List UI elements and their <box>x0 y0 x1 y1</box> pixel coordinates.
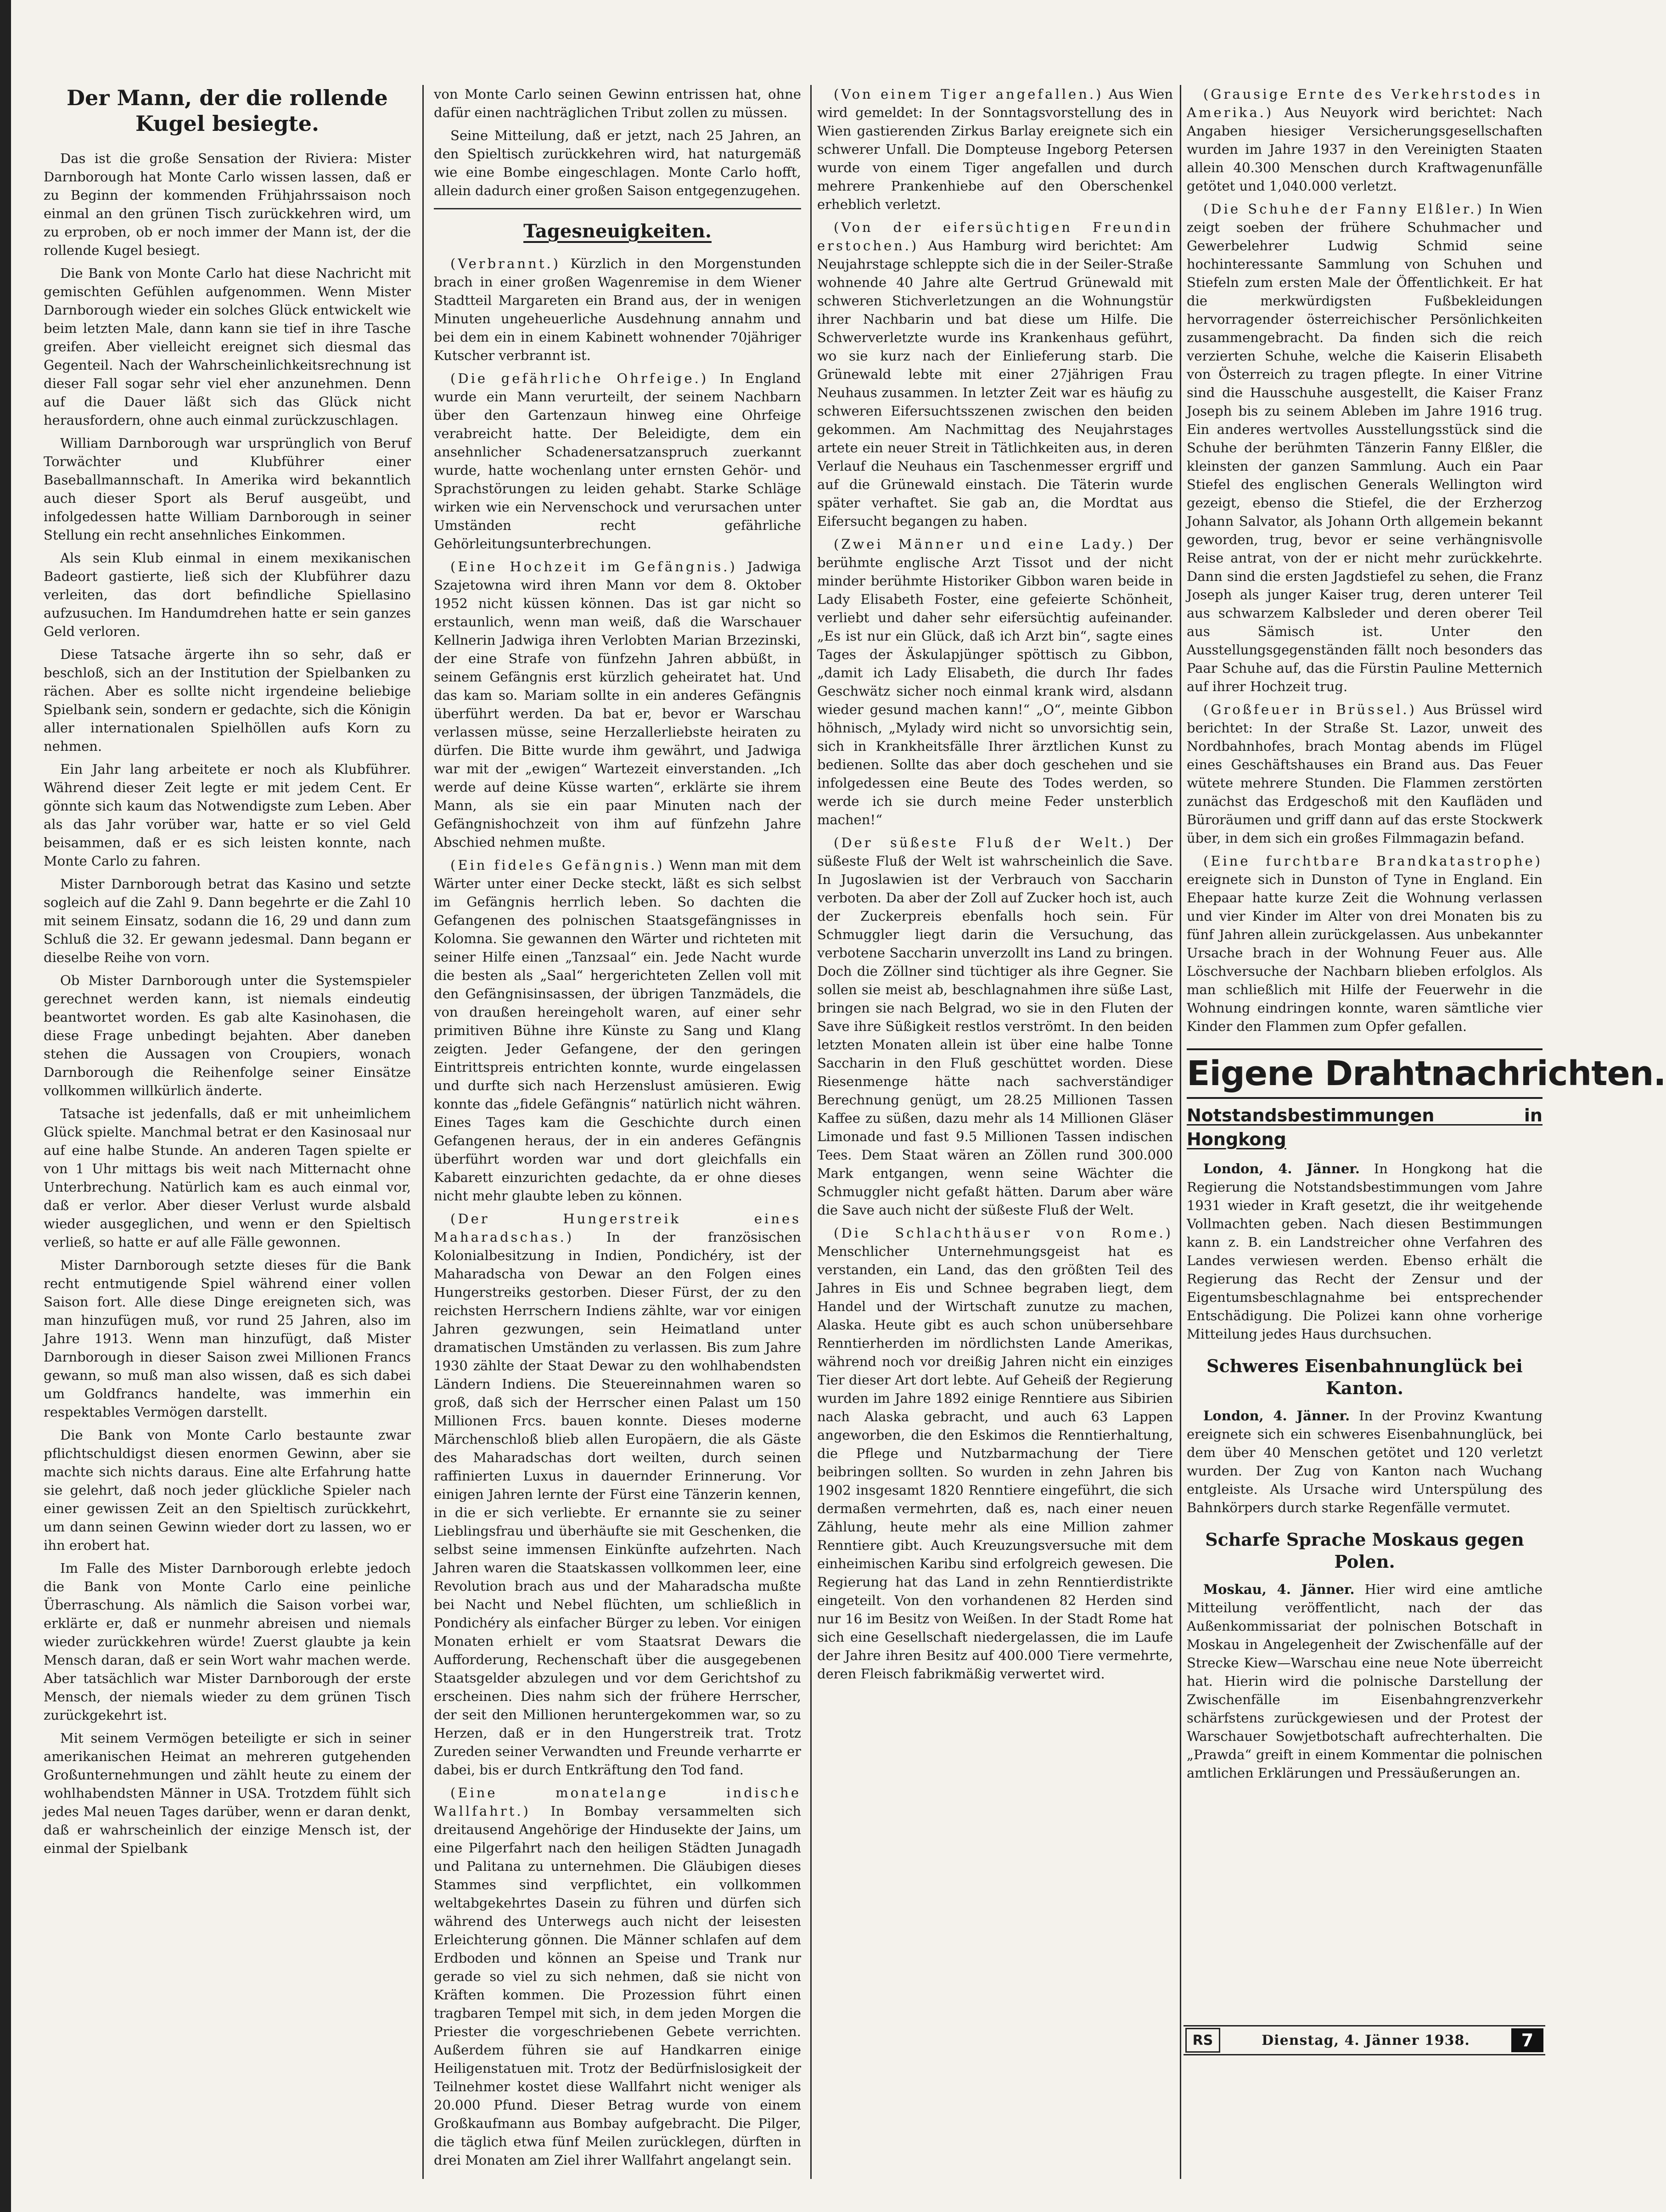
news-item <box>434 856 801 1205</box>
article-paragraph: Diese Tatsache ärgerte ihn so sehr, daß er beschloß, sich an der Institution der Spielbanken zu rächen. Aber es sollte nicht irgendeine beliebige Spielbank sein, sondern er gedachte, sich die Königin aller internationalen Spielhöllen aufs Korn zu nehmen. <box>44 647 411 754</box>
issue-date: Dienstag, 4. Jänner 1938. <box>1262 2032 1470 2049</box>
news-item-text: Wenn man mit dem Wärter unter einer Decke steckt, läßt es sich selbst im Gefängnis herrlich leben. So dachten die Gefangenen des polnischen Staatsgefängnisses in Kolomna. Sie gewannen den Wärter und richteten mit seiner Hilfe einen „Tanzsaal“ ein. Jede Nacht wurde die besten als „Saal“ hergerichteten Zellen voll mit den Gefängnisinsassen, der übrigen Tanzmädels, die von draußen hereingeholt waren, auf einer sehr primitiven Bühne ihre Künste zu Sang und Klang zeigten. Jeder Gefangene, der den geringen Eintrittspreis entrichten konnte, wurde eingelassen und durfte sich nach Herzenslust amüsieren. Ewig konnte das „fidele Gefängnis“ natürlich nicht währen. Eines Tages kam die Geschichte durch einen Gefangenen heraus, der in ein anderes Gefängnis überführt worden war und dort gleichfalls ein Kabarett einzurichten gedachte, da er ohne dieses nicht mehr glaubte leben zu können. <box>434 857 801 1204</box>
article-paragraph: Die Bank von Monte Carlo hat diese Nachricht mit gemischten Gefühlen aufgenommen. Wenn Mister Darnborough wieder ein solches Glück entwickelt wie beim letzten Male, dann kann sie tief in ihre Tasche greifen. Aber vielleicht ereignet sich diesmal das Gegenteil. Nach der Wahrscheinlichkeitsrechnung ist dieser Fall sogar sehr viel eher anzunehmen. Denn auf die Dauer läßt sich das Glück nicht herausfordern, ohne auch einmal zurückzuschlagen. <box>44 265 411 428</box>
news-item-title: (Grausige Ernte des Verkehrstodes in Amerika.) <box>1187 86 1543 120</box>
column-2 <box>434 85 801 2179</box>
news-item-text: Jadwiga Szajetowna wird ihren Mann vor dem 8. Oktober 1952 nicht küssen können. Das ist gar nicht so erstaunlich, wenn man weiß, daß die Warschauer Kellnerin Jadwiga ihren Verlobten Marian Brzezinski, der eine Strafe von fünfzehn Jahren abbüßt, in seinem Gefängnis erst kürzlich geheiratet hat. Und das kam so. Mariam sollte in ein anderes Gefängnis überführt werden. Da bat er, bevor er Warschau verlassen müsse, seine Herzallerliebste heiraten zu dürfen. Die Bitte wurde ihm gewährt, und Jadwiga war mit der „ewigen“ Wartezeit einverstanden. „Ich werde auf deine Küsse warten“, erklärte sie ihrem Mann, als sie ein paar Minuten nach der Gefängnishochzeit von ihm auf fünfzehn Jahre Abschied nehmen mußte. <box>434 559 801 850</box>
news-item-text: Aus Neuyork wird berichtet: Nach Angaben hiesiger Versicherungsgesellschaften wurden im Jahre 1937 in den Vereinigten Staaten allein 40.300 Menschen durch Kraftwagenunfälle getötet und 1,040.000 verletzt. <box>1187 105 1543 194</box>
news-item <box>817 1224 1173 1683</box>
news-item <box>1187 200 1543 696</box>
column-3 <box>817 85 1173 2179</box>
news-item-text: Der süßeste Fluß der Welt ist wahrscheinlich die Save. In Jugoslawien ist der Verbrauch von Saccharin verboten. Da aber der Zoll auf Zucker hoch ist, auch der Zuckerpreis ebenfalls hoch sein. Für Schmuggler liegt darin die Versuchung, das verbotene Saccharin unverzollt ins Land zu bringen. Doch die Zöllner sind tüchtiger als ihre Gegner. Sie sollen sie meist ab, beschlagnahmen ihre süße Last, bringen sie nach Belgrad, wo sie in den Fluten der Save ihre Süßigkeit restlos verströmt. In den beiden letzten Monaten allein ist über eine halbe Tonne Saccharin in den Fluß geschüttet worden. Diese Riesenmenge hätte nach sachverständiger Berechnung genügt, um 28.25 Millionen Tassen Kaffee zu süßen, dazu mehr als 14 Millionen Gläser Limonade und fast 9.5 Millionen Tassen indischen Tees. Dem Staat wären an Zöllen rund 300.000 Mark entgangen, wenn seine Wächter die Schmuggler nicht gefaßt hätten. Darum aber wäre die Save auch nicht der süßeste Fluß der Welt. <box>817 835 1173 1218</box>
column-rule <box>1180 85 1181 2179</box>
article-divider <box>434 208 801 209</box>
news-item-title: (Die gefährliche Ohrfeige.) <box>450 371 709 386</box>
news-item-text: Aus Brüssel wird berichtet: In der Straße St. Lazor, unweit des Nordbahnhofes, brach Montag abends im Flügel eines Geschäftshauses ein Brand aus. Das Feuer wütete mehrere Stunden. Die Flammen zerstörten zunächst das Erdgeschoß mit den Kaufläden und Büroräumen und griff dann auf das erste Stockwerk über, in dem sich ein großes Filmmagazin befand. <box>1187 702 1543 846</box>
article-paragraph: Ob Mister Darnborough unter die Systemspieler gerechnet werden kann, ist niemals eindeutig beantwortet worden. Es gab alte Kasinohasen, die diese Frage unbedingt bejahten. Aber daneben stehen die Aussagen von Croupiers, wonach Darnborough die Reihenfolge seiner Einsätze vollkommen willkürlich änderte. <box>44 973 411 1098</box>
news-item-title: (Der süßeste Fluß der Welt.) <box>834 835 1133 850</box>
article-paragraph: Mister Darnborough setzte dieses für die Bank recht entmutigende Spiel während einer vollen Saison fort. Alle diese Dinge ereigneten sich, was man hinzufügen muß, vor rund 25 Jahren, also im Jahre 1913. Wenn man hinzufügt, daß Mister Darnborough in dieser Saison zwei Millionen Francs gewann, so muß man also wissen, daß es sich dabei um Goldfrancs handelte, was immerhin ein respektables Vermögen darstellt. <box>44 1257 411 1420</box>
news-item <box>434 254 801 365</box>
news-item-title: (Der Hungerstreik eines Maharadschas.) <box>434 1211 801 1245</box>
news-item-title: (Eine Hochzeit im Gefängnis.) <box>450 559 737 574</box>
news-item <box>817 218 1173 530</box>
news-item <box>1187 85 1543 195</box>
column-1 <box>44 85 411 2179</box>
news-item-text: Kürzlich in den Morgenstunden brach in einer großen Wagenremise in dem Wiener Stadtteil Margareten ein Brand aus, der in wenigen Minuten ungeheuerliche Ausdehnung annahm und bei dem ein in einem Kabinett wohnender 70jähriger Kutscher verbrannt ist. <box>434 256 801 363</box>
wire-dateline: London, 4. Jänner. <box>1203 1161 1360 1176</box>
news-item <box>434 1210 801 1779</box>
wire-story-headline: Schweres Eisenbahnunglück bei Kanton. <box>1206 1356 1523 1398</box>
news-item-title: (Großfeuer in Brüssel.) <box>1203 702 1417 717</box>
article-paragraph: Seine Mitteilung, daß er jetzt, nach 25 Jahren, an den Spieltisch zurückkehren wird, hat naturgemäß wie eine Bombe eingeschlagen. Monte Carlo hofft, allein dadurch einer großen Saison entgegenzugehen. <box>434 128 801 198</box>
newspaper-logo: RS <box>1185 2028 1220 2053</box>
news-item-text: Aus Wien wird gemeldet: In der Sonntagsvorstellung des in Wien gastierenden Zirkus Barlay ereignete sich ein schwerer Unfall. Die Dompteuse Ingeborg Petersen wurde von einem Tiger angefallen und durch mehrere Prankenhiebe auf den Oberschenkel erheblich verletzt. <box>817 86 1173 212</box>
wire-story-headline: Notstandsbestimmungen in Hongkong <box>1187 1105 1543 1149</box>
article-title: Der Mann, der die rollende Kugel besiegte. <box>67 85 388 136</box>
article-paragraph: von Monte Carlo seinen Gewinn entrissen hat, ohne dafür einen nachträglichen Tribut zollen zu müssen. <box>434 86 801 120</box>
section-heading: Tagesneuigkeiten. <box>523 220 712 242</box>
news-item-text: Der berühmte englische Arzt Tissot und der nicht minder berühmte Historiker Gibbon waren beide in Lady Elisabeth Foster, eine gefeierte Schönheit, verliebt und daher sehr eifersüchtig aufeinander. „Es ist nur ein Glück, daß ich Arzt bin“, sagte eines Tages der Äskulapjünger spöttisch zu Gibbon, „damit ich Lady Elisabeth, die durch Ihr fades Geschwätz sicher noch einmal krank wird, alsdann wieder gesund machen kann!“ „O“, meinte Gibbon höhnisch, „Mylady wird nicht so unvorsichtig sein, sich in Krankheitsfälle Ihrer ärztlichen Kunst zu bedienen. Sollte das aber doch geschehen und sie infolgedessen eine Beute des Todes werden, so werde ich sie durch meine Feder unsterblich machen!“ <box>817 536 1173 827</box>
page-footer <box>1184 2025 1545 2055</box>
news-item-text: Aus Hamburg wird berichtet: Am Neujahrstage schleppte sich die in der Seiler-Straße wohnende 40 Jahre alte Gertrud Grünewald mit schweren Stichverletzungen an die Wohnungstür ihrer Nachbarin und bat diese um Hilfe. Die Schwerverletzte wurde ins Krankenhaus geführt, wo sie kurz nach der Einlieferung starb. Die Grünewald lebte mit einer 27jährigen Frau Neuhaus zusammen. In letzter Zeit war es häufig zu schweren Eifersuchtsszenen zwischen den beiden gekommen. Am Nachmittag des Neujahrstages artete ein neuer Streit in Tätlichkeiten aus, in deren Verlauf die Neuhaus ein Taschenmesser ergriff und auf die Grünewald einstach. Die Täterin wurde später verhaftet. Sie gab an, die Mordtat aus Eifersucht begangen zu haben. <box>817 238 1173 529</box>
news-item <box>1187 700 1543 847</box>
wire-news-masthead: Eigene Drahtnachrichten. <box>1187 1048 1543 1099</box>
news-item <box>434 369 801 553</box>
news-item <box>817 85 1173 214</box>
news-item <box>817 535 1173 829</box>
article-paragraph: Als sein Klub einmal in einem mexikanischen Badeort gastierte, ließ sich der Klubführer dazu verleiten, das dort befindliche Spiellasino aufzusuchen. Im Handumdrehen hatte er sein ganzes Geld verloren. <box>44 550 411 639</box>
news-item-title: (Verbrannt.) <box>450 256 561 271</box>
news-item-text: Menschlicher Unternehmungsgeist hat es verstanden, ein Land, das den größten Teil des Jahres in Eis und Schnee begraben liegt, dem Handel und der Wirtschaft zunutze zu machen, Alaska. Heute gibt es auch schon unübersehbare Renntierherden im nördlichsten Lande Amerikas, während noch vor dreißig Jahren nicht ein einziges Tier dieser Art dort lebte. Auf Geheiß der Regierung wurden im Jahre 1892 einige Renntiere aus Sibirien nach Alaska gebracht, und auch 63 Lappen angeworben, die den Eskimos die Renntierhaltung, die Pflege und Nutzbarmachung der Tiere beibringen sollten. So wurden in zehn Jahren bis 1902 insgesamt 1820 Renntiere eingeführt, die sich dermaßen vermehrten, daß es, nach einer neuen Zählung, heute mehr als eine Million zahmer Renntiere gibt. Auch Kreuzungsversuche mit dem einheimischen Karibu sind erfolgreich gewesen. Die Regierung hat das Land in zehn Renntierdistrikte eingeteilt. Von den vorhandenen 82 Herden sind nur 16 im Besitz von Weißen. In der Stadt Rome hat sich eine Gesellschaft niedergelassen, die im Laufe der Jahre ihren Besitz auf 400.000 Tiere vermehrte, deren Fleisch fabrikmäßig verwertet wird. <box>817 1244 1173 1682</box>
news-item-title: (Von der eifersüchtigen Freundin erstochen.) <box>817 220 1173 253</box>
wire-dateline: Moskau, 4. Jänner. <box>1203 1582 1355 1597</box>
news-item <box>434 557 801 851</box>
wire-story-text: In der Provinz Kwantung ereignete sich ein schweres Eisenbahnunglück, bei dem über 40 Menschen getötet und 120 verletzt wurden. Der Zug von Kanton nach Wuchang entgleiste. Als Ursache wird Unterspülung des Bahnkörpers durch starke Regenfälle vermutet. <box>1187 1408 1543 1515</box>
news-item-title: (Die Schuhe der Fanny Elßler.) <box>1203 201 1484 217</box>
article-paragraph: Mister Darnborough betrat das Kasino und setzte sogleich auf die Zahl 9. Dann begehrte er die Zahl 10 mit seinem Einsatz, sodann die 16, 29 und dann zum Schluß die 32. Er gewann jedesmal. Dann begann er dieselbe Reihe von vorn. <box>44 876 411 965</box>
news-item-text: In Bombay versammelten sich dreitausend Angehörige der Hindusekte der Jains, um eine Pilgerfahrt nach den heiligen Städten Junagadh und Palitana zu unternehmen. Die Gläubigen dieses Stammes sind verpflichtet, ein vollkommen weltabgekehrtes Dasein zu führen und dürfen sich während des Unterwegs auch nicht der leisesten Erleichterung gönnen. Die Männer schlafen auf dem Erdboden und können an Speise und Trank nur gerade so viel zu sich nehmen, daß sie nicht von Kräften kommen. Die Prozession führt einen tragbaren Tempel mit sich, in dem jeden Morgen die Priester die vorgeschriebenen Gebete verrichten. Außerdem führen sie auf Handkarren einige Heiligenstatuen mit. Trotz der Bedürfnislosigkeit der Teilnehmer kostet diese Wallfahrt nicht weniger als 20.000 Pfund. Dieser Betrag wurde von einem Großkaufmann aus Bombay aufgebracht. Die Pilger, die täglich etwa fünf Meilen zurücklegen, dürften in drei Monaten am Ziel ihrer Wallfahrt angelangt sein. <box>434 1803 801 2168</box>
page-number: 7 <box>1511 2028 1543 2052</box>
news-item <box>817 833 1173 1219</box>
wire-story-text: Hier wird eine amtliche Mitteilung veröffentlicht, nach der das Außenkommissariat der polnischen Botschaft in Moskau in Angelegenheit der Zwischenfälle auf der Strecke Kiew—Warschau eine neue Note überreicht hat. Hierin wird die polnische Darstellung der Zwischenfälle im Eisenbahngrenzverkehr schärfstens zurückgewiesen und der Protest der Warschauer Sowjetbotschaft aufrechterhalten. Die „Prawda“ greift in einem Kommentar die polnischen amtlichen Erklärungen und Pressäußerungen an. <box>1187 1582 1543 1781</box>
news-item-text: In England wurde ein Mann verurteilt, der seinem Nachbarn über den Gartenzaun hinweg eine Ohrfeige verabreicht hatte. Der Beleidigte, dem ein ansehnlicher Schadenersatzanspruch zuerkannt wurde, hatte wochenlang unter ernsten Gehör- und Sprachstörungen zu leiden gehabt. Starke Schläge wirken wie ein Nervenschock und verursachen unter Umständen recht gefährliche Gehörleitungsunterbrechungen. <box>434 371 801 552</box>
wire-story-headline: Scharfe Sprache Moskaus gegen Polen. <box>1205 1529 1524 1572</box>
article-paragraph: Tatsache ist jedenfalls, daß er mit unheimlichem Glück spielte. Manchmal betrat er den Kasinosaal nur auf eine halbe Stunde. An anderen Tagen spielte er von 1 Uhr mittags bis weit nach Mitternacht ohne Unterbrechung. Natürlich kam es auch einmal vor, daß er verlor. Aber dieser Verlust wurde alsbald wieder ausgeglichen, und wenn er den Spieltisch verließ, so hatte er auf alle Fälle gewonnen. <box>44 1106 411 1250</box>
news-item-title: (Eine monatelange indische Wallfahrt.) <box>434 1785 801 1819</box>
news-item-text: In der französischen Kolonialbesitzung in Indien, Pondichéry, ist der Maharadscha von Dewar an den Folgen eines Hungerstreiks gestorben. Dieser Fürst, der zu den reichsten Herrschern Indiens zählte, war vor einigen Jahren gezwungen, sein Heimatland unter dramatischen Umständen zu verlassen. Bis zum Jahre 1930 zählte der Staat Dewar zu den wohlhabendsten Ländern Indiens. Die Steuereinnahmen waren so groß, daß sich der Herrscher einen Palast um 150 Millionen Frcs. bauen konnte. Dieses moderne Märchenschloß blieb allen Europäern, die als Gäste des Maharadschas dort weilten, durch seinen raffinierten Luxus in dauernder Erinnerung. Vor einigen Jahren lernte der Fürst eine Tänzerin kennen, in die er sich verliebte. Er ernannte sie zu seiner Lieblingsfrau und überhäufte sie mit Geschenken, die selbst seine immensen Einkünfte aufzehrten. Nach Jahren waren die Staatskassen vollkommen leer, eine Revolution brach aus und der Maharadscha mußte bei Nacht und Nebel flüchten, um schließlich in Pondichéry als einfacher Bürger zu leben. Vor einigen Monaten erhielt er vom Staatsrat Dewars die Aufforderung, Rechenschaft über die ausgegebenen Staatsgelder abzulegen und vor dem Gerichtshof zu erscheinen. Dies nahm sich der frühere Herrscher, der seit den Millionen heruntergekommen war, so zu Herzen, daß er in den Hungerstreik trat. Trotz Zureden seiner Verwandten und Freunde verharrte er dabei, bis er durch Entkräftung den Tod fand. <box>434 1229 801 1778</box>
page-binding-edge <box>0 0 11 2212</box>
article-paragraph: Mit seinem Vermögen beteiligte er sich in seiner amerikanischen Heimat an mehreren gutgehenden Großunternehmungen und zählt heute zu einem der wohlhabendsten Männer in USA. Trotzdem fühlt sich jedes Mal neuen Tages darüber, wenn er daran denkt, daß er wahrscheinlich der einzige Mensch ist, der einmal der Spielbank <box>44 1730 411 1856</box>
news-item-title: (Die Schlachthäuser von Rome.) <box>834 1225 1173 1241</box>
column-4 <box>1187 85 1666 2021</box>
news-item <box>434 1784 801 2169</box>
wire-dateline: London, 4. Jänner. <box>1203 1408 1350 1424</box>
article-paragraph: Die Bank von Monte Carlo bestaunte zwar pflichtschuldigst diesen enormen Gewinn, aber sie machte sich nichts daraus. Eine alte Erfahrung hatte sie gelehrt, daß noch jeder glückliche Spieler nach einer gewissen Zeit an den Spieltisch zurückkehrt, um dann seinen Gewinn wieder dort zu lassen, wo er ihn erobert hat. <box>44 1427 411 1553</box>
news-item-text: ereignete sich in Dunston of Tyne in England. Ein Ehepaar hatte kurze Zeit die Wohnung verlassen und vier Kinder im Alter von drei Monaten bis zu fünf Jahren allein zurückgelassen. Aus unbekannter Ursache brach in der Wohnung Feuer aus. Alle Löschversuche der Nachbarn blieben erfolglos. Als man schließlich mit Hilfe der Feuerwehr in die Wohnung eindringen konnte, waren sämtliche vier Kinder den Flammen zum Opfer gefallen. <box>1187 872 1543 1034</box>
news-item-title: (Ein fideles Gefängnis.) <box>450 857 665 873</box>
article-paragraph: Ein Jahr lang arbeitete er noch als Klubführer. Während dieser Zeit legte er mit jedem Cent. Er gönnte sich kaum das Notwendigste zum Leben. Aber als das Jahr vorüber war, hatte er so viel Geld beisammen, daß er es sich leisten konnte, nach Monte Carlo zu fahren. <box>44 761 411 869</box>
news-item-text: In Wien zeigt soeben der frühere Schuhmacher und Gewerbelehrer Ludwig Schmid seine hochinteressante Sammlung von Schuhen und Stiefeln zum ersten Male der Öffentlichkeit. Er hat die merkwürdigsten Fußbekleidungen hervorragender österreichischer Persönlichkeiten zusammengebracht. Da finden sich die reich verzierten Schuhe, welche die Kaiserin Elisabeth von Österreich zu tragen pflegte. In einer Vitrine sind die Hausschuhe ausgestellt, die Kaiser Franz Joseph bis zu seinem Ableben im Jahre 1916 trug. Ein anderes wertvolles Ausstellungsstück sind die Schuhe der berühmten Tänzerin Fanny Elßler, die kleinsten der ganzen Sammlung. Auch ein Paar Stiefel des englischen Generals Wellington wird gezeigt, ebenso die Stiefel, die der Erzherzog Johann Salvator, als Johann Orth allgemein bekannt geworden, trug, bevor er seine verhängnisvolle Reise antrat, von der er nicht mehr zurückkehrte. Dann sind die ersten Jagdstiefel zu sehen, die Franz Joseph als junger Kaiser trug, deren unterer Teil aus schwarzem Kalbsleder und deren oberer Teil aus Sämisch ist. Unter den Ausstellungsgegenständen fällt noch besonders das Paar Schuhe auf, das die Fürstin Pauline Metternich auf ihrer Hochzeit trug. <box>1187 201 1543 694</box>
news-item-title: (Von einem Tiger angefallen.) <box>834 86 1104 102</box>
column-rule <box>422 85 424 2179</box>
article-paragraph: Das ist die große Sensation der Riviera: Mister Darnborough hat Monte Carlo wissen lassen, daß er zu Beginn der kommenden Frühjahrssaison noch einmal an den grünen Tisch zurückkehren wird, um zu erproben, ob er noch immer der Mann ist, der die rollende Kugel besiegt. <box>44 151 411 258</box>
article-paragraph: William Darnborough war ursprünglich von Beruf Torwächter und Klubführer einer Baseballmannschaft. In Amerika wird bekanntlich auch dieser Sport als Beruf ausgeübt, und infolgedessen hatte William Darnborough in seiner Stellung ein recht ansehnliches Einkommen. <box>44 435 411 543</box>
column-rule <box>810 85 812 2179</box>
news-item-title: (Zwei Männer und eine Lady.) <box>834 536 1135 552</box>
news-item-title: (Eine furchtbare Brandkatastrophe) <box>1203 853 1543 869</box>
wire-story-text: In Hongkong hat die Regierung die Notstandsbestimmungen vom Jahre 1931 wieder in Kraft gesetzt, die ihr weitgehende Vollmachten geben. Nach diesen Bestimmungen kann z. B. ein Landstreicher ohne Verfahren des Landes verwiesen werden. Ebenso erhält die Regierung das Recht der Zensur und der Eigentumsbeschlagnahme bei entsprechender Entschädigung. Die Polizei kann ohne vorherige Mitteilung jedes Haus durchsuchen. <box>1187 1161 1543 1342</box>
news-item <box>1187 852 1543 1036</box>
article-paragraph: Im Falle des Mister Darnborough erlebte jedoch die Bank von Monte Carlo eine peinliche Überraschung. Als nämlich die Saison vorbei war, erklärte er, daß er nunmehr abreisen und niemals wieder zurückkehren würde! Zuerst glaubte ja kein Mensch daran, daß er sein Wort wahr machen werde. Aber tatsächlich war Mister Darnborough der erste Mensch, der niemals wieder zu dem grünen Tisch zurückgekehrt ist. <box>44 1560 411 1723</box>
